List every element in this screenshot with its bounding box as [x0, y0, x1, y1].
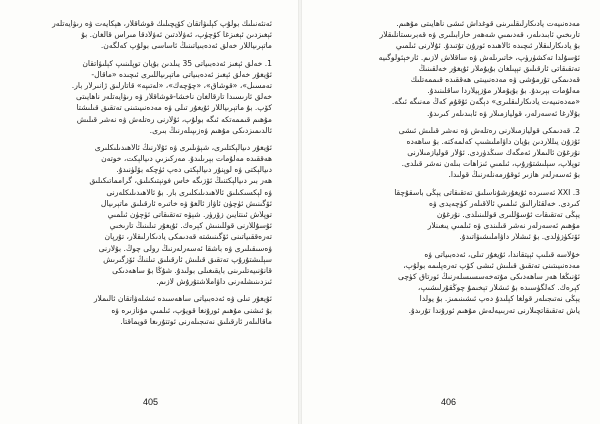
paragraph [22, 142, 272, 287]
text-line: توپلاش ئىنتايىن زۆرۈر. شېۋە تەتقىقاتى ئۈچۈن ئىلمىي [107, 210, 272, 219]
text-line: ھەر بىر دىيالېكتنىڭ ئۆزىگە خاس فونېتىكىلىق، گرامماتىكىلىق [89, 176, 272, 186]
text-line: سېلىشتۇرۇپ تەتقىق قىلىش ئارقىلىق تىلنىڭ ئۆزگىرىش [103, 254, 272, 264]
text-line: توپلاپ، سېلىشتۇرۇپ، ئىلمىي ئىزاھات بىلەن نەشر قىلدى. [401, 159, 580, 169]
paragraph [330, 249, 580, 316]
text-line: ئۇيغۇر خەلق ئېغىز ئەدەبىياتى ماتېرىياللىرى ئىچىدە «ماقال- [91, 69, 272, 79]
text-line: يېڭى تەتقىقات ئۇسۇللىرى قوللىنىلدى. نۇرغۇن [436, 210, 580, 219]
text-line: ۋە لېكسىكىلىق ئالاھىدىلىكلىرى بار. بۇ ئالاھىدىلىكلەرنى [106, 187, 272, 197]
text-line: ئۇيغۇر تىلى ۋە ئەدەبىياتى ساھەسىدە ئىشلەۋاتقان ئالىملار [93, 294, 272, 304]
text-line: مۇھىم قىممەتكە ئىگە بولۇپ، ئۇلارنى رەتلەش ۋە نەشر قىلىش [76, 114, 272, 124]
text-line: بۇ ئىشنى مۇھىم ئورۇنغا قويۇپ، ئىلمىي مۇنازىرە ۋە [111, 305, 272, 315]
text-line: ئىزدىنىشلەرنى داۋاملاشتۇرۇش لازىم. [156, 277, 272, 287]
text-line: 3. XXI ئەسىردە ئۇيغۇرشۇناسلىق تەتقىقاتى يېڭى باسقۇچقا [394, 187, 580, 197]
text-line: تەمسىل»، «قوشاق»، «چۆچەك»، «لەتىپە» قاتارلىق ژانىرلار بار. [71, 80, 272, 90]
text-line: خەلق ئارىسىدا تارقالغان ناخشا-قوشاقلار ۋە رىۋايەتلەر ناھايىتى [76, 92, 272, 102]
text-line: ھەققىدە مەلۇمات بېرىلىدۇ. مەركىزىي دىيالېكت، خوتەن [101, 154, 272, 164]
text-line: تەتقىقاتى ئارقىلىق تېپىلغان بۇيۇملار ئۇيغۇر خەلقىنىڭ [418, 63, 580, 73]
text-line: ماقالىلەر ئارقىلىق نەتىجىلەرنى ئوتتۇرىغا قويماقتا. [120, 316, 272, 326]
paragraph [330, 18, 580, 119]
text-line: ئۇزۇن يىللاردىن بۇيان داۋاملىشىپ كەلمەكتە. بۇ ساھەدە [406, 136, 580, 146]
text-line: خۇلاسە قىلىپ ئېيتقاندا، ئۇيغۇر تىلى، ئەدەبىياتى ۋە [424, 249, 580, 259]
right-page-number: 406 [441, 397, 457, 407]
text-line: 1. خەلق ئېغىز ئەدەبىياتى 35 يىلدىن بۇيان توپلىنىپ كېلىۋاتقان [82, 58, 272, 68]
left-page-text [22, 18, 272, 378]
text-line: ئېغىزدىن ئېغىزغا كۆچۈپ، ئەۋلادتىن ئەۋلادقا مىراس قالغان. بۇ [81, 30, 272, 40]
text-line: مۇھىم ئەسەرلەر نەشر قىلىندى ۋە ئىلمىي يىغىنلار [427, 221, 580, 231]
text-line: ئەنئەنىلىك بولۇپ كېلىۋاتقان كۆپچىلىك قوشاقلار، ھېكايەت ۋە رىۋايەتلەر [52, 19, 272, 28]
text-line: مەدەنىيەت يادىكارلىقلىرىنى قوغداش ئىشى ناھايىتى مۇھىم. [396, 19, 580, 28]
paragraph [22, 18, 272, 52]
left-page-number: 405 [143, 397, 159, 407]
paragraph [330, 125, 580, 181]
text-line: تەرەققىياتىنى ئۆگىنىشتە قەدىمكى يادىكارلىقلار، تۇرپان [104, 232, 272, 242]
text-line: ئۆگىنىش ئۈچۈن ئاۋاز ئالغۇ ۋە خاتىرە ئارقىلىق ماتېرىيال [100, 198, 272, 208]
text-line: كىردى. خەلقئارالىق ئىلمىي ئالاقىلەر كۈچەيدى ۋە [429, 198, 580, 208]
paragraph [330, 187, 580, 243]
paragraph [22, 293, 272, 327]
right-page [302, 0, 600, 424]
text-line: نۇرغۇن ئالىملار ئەمگەك سىڭدۈردى. ئۇلار قوليازمىلارنى [407, 148, 580, 158]
text-line: ئۇسۇلدا تەكشۈرۈپ، خاتىرىلەش ۋە ساقلاش لازىم. ئارخېئولوگىيە [378, 52, 580, 62]
text-line: مەدەنىيىتىنى تەتقىق قىلىش ئىشى كۆپ تەرەپلىمە بولۇپ، [403, 260, 580, 270]
text-line: «مەدەنىيەت يادىكارلىقلىرى» دېگەن ئۇقۇم كەڭ مەنىگە ئىگە. [391, 97, 580, 107]
left-page [0, 0, 298, 424]
text-line: قەدىمكى تۇرمۇشى ۋە مەدەنىيىتى ھەققىدە قىممەتلىك [410, 74, 580, 84]
text-line: كېرەك. كەلگۈسىدە بۇ ئىشلار تېخىمۇ چوڭقۇرلىشىپ، [417, 283, 580, 293]
text-line: كۆپ. بۇ ماتېرىياللار ئۇيغۇر تىلى ۋە مەدەنىيىتىنى تەتقىق قىلىشتا [76, 103, 272, 113]
text-line: بۇلارغا ئەسەرلەر، قوليازمىلار ۋە ئابىدىلەر كىرىدۇ. [427, 108, 580, 118]
text-line: تارىخىي ئابىدىلەر، قەدىمىي شەھەر خارابىلىرى ۋە قەبرىستانلىقلار [379, 30, 580, 40]
text-line: ئۇيغۇر دىيالېكتلىرى، شېۋىلىرى ۋە ئۇلارنىڭ ئالاھىدىلىكلىرى [94, 142, 272, 152]
text-line: ئۆتكۈزۈلدى. بۇ ئىشلار داۋاملىشىۋاتىدۇ. [459, 232, 580, 242]
paragraph [22, 58, 272, 136]
text-line: ئۇسۇللارنى قوللىنىش كېرەك. ئۇيغۇر تىلىنىڭ تارىخىي [109, 221, 272, 231]
text-line: بۇ يادىكارلىقلار ئىچىدە ئالاھىدە ئورۇن تۇتىدۇ. ئۇلارنى ئىلمىي [395, 41, 580, 51]
text-line: ۋەسىقىلىرى ۋە باشقا ئەسەرلەرنىڭ رولى چوڭ. بۇلارنى [98, 243, 272, 253]
text-line: مەلۇمات بېرىدۇ. بۇ بۇيۇملار مۇزېيلاردا ساقلىنىدۇ. [427, 86, 580, 96]
text-line: قانۇنىيەتلىرىنى بايقىغىلى بولىدۇ. شۇڭا بۇ ساھەدىكى [112, 265, 272, 275]
text-line: ئۇنىڭغا ھەر ساھەدىكى مۇتەخەسسىسلەرنىڭ ئورتاق كۈچى [398, 271, 580, 281]
text-line: ئالدىمىزدىكى مۇھىم ۋەزىپىلەرنىڭ بىرى. [149, 125, 272, 135]
text-line: ياش تەتقىقاتچىلارنى تەربىيەلەش مۇھىم ئورۇندا تۇرىدۇ. [408, 305, 580, 315]
text-line: دىيالېكتى ۋە لوپنۇر دىيالېكتى دەپ ئۈچكە بۆلۈنىدۇ. [116, 165, 272, 175]
text-line: 2. قەدىمكى قوليازمىلارنى رەتلەش ۋە نەشر قىلىش ئىشى [398, 125, 580, 135]
text-line: ماتېرىياللار خەلق ئەدەبىياتىنىڭ ئاساسى بولۇپ كەلگەن. [100, 41, 272, 51]
text-line: يېڭى نەتىجىلەر قولغا كېلىدۇ دەپ ئىشىنىمىز. بۇ يولدا [419, 294, 580, 304]
right-page-text [330, 18, 580, 378]
text-line: بۇ ئەسەرلەر ھازىر ئوقۇرمەنلەرنىڭ قولىدا. [448, 170, 580, 180]
